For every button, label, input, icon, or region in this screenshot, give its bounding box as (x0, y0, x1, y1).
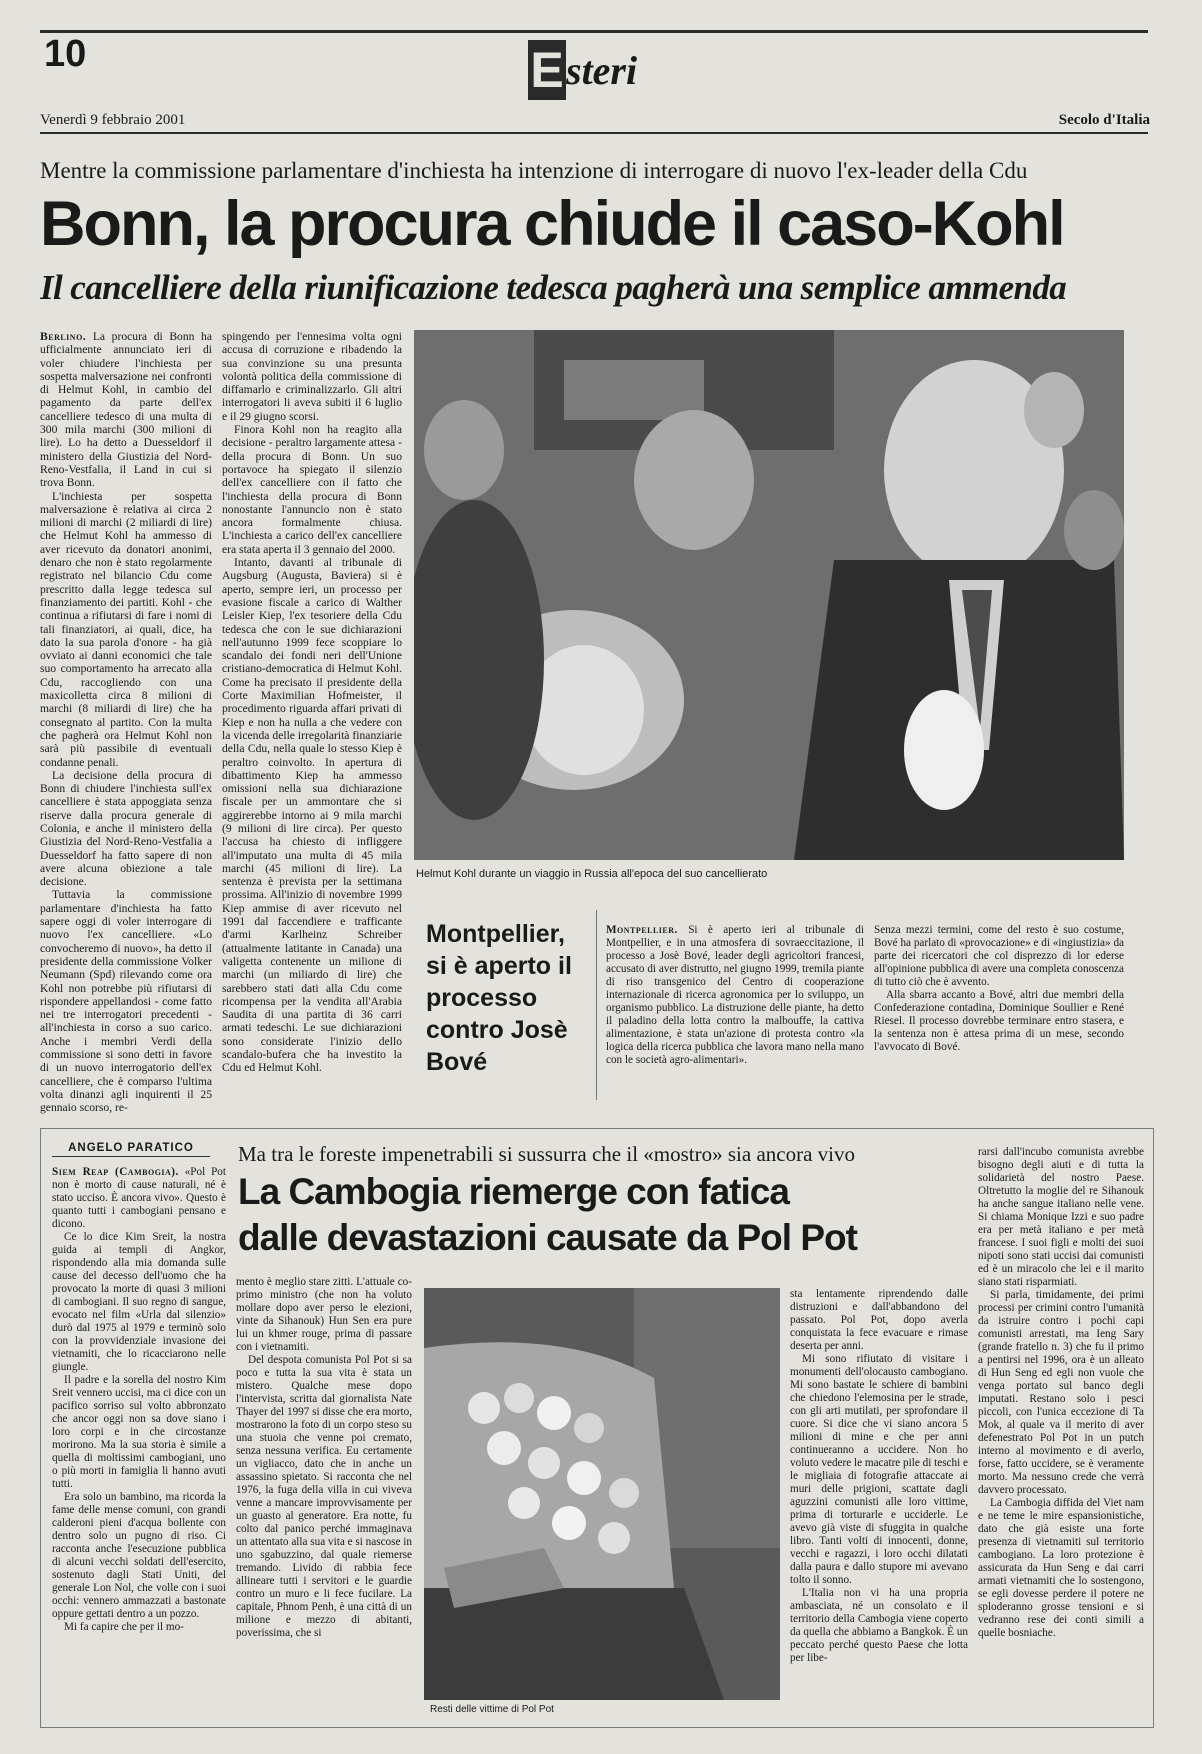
lead-dateline: Berlino. (40, 330, 87, 343)
cambodia-column-2 (236, 1276, 412, 1722)
top-rule (40, 30, 1148, 33)
bove-box-title: Montpellier, si è aperto il processo contro Josè Bové (426, 920, 572, 1076)
cambodia-col1-p1: Siem Reap (Cambogia). «Pol Pot non è morto di cause naturali, né è stato ucciso. È ancora vivo». Questo è quanto tutti i cambogiani pensano e dicono. (52, 1166, 226, 1230)
kohl-photo-caption: Helmut Kohl durante un viaggio in Russia all'epoca del suo cancellierato (416, 868, 768, 880)
bove-box-title-area (414, 904, 590, 1094)
bove-dateline: Montpellier. (606, 924, 678, 936)
kohl-photo (414, 330, 1124, 860)
cambodia-col2-p2: Del despota comunista Pol Pot si sa poco e tutta la sua vita è stata un mistero. Qualche mese dopo l'intervista, scritta dal giornalista Nate Thayer del 1997 si disse che era morto, mostrarono la foto di un corpo steso su una stuoia che venne poi cremato, senza nessuna verifica. Eu certamente un vigliacco, dato che in anche un assassino spietato. Si racconta che nel 1976, la fuga della villa in cui viveva venne a mancare improvvisamente per un guasto al generatore. Era notte, fu colto dal panico perché immaginava un attentato alla sua vita e si nascose in uno sgabuzzino, dal quale riemerse tremando. Livido di rabbia fece allineare tutti i servitori e le guardie contro un muro e li fece fucilare. La capitale, Phnom Penh, è una città di un milione e mezzo di abitanti, poverissima, che si (236, 1354, 412, 1639)
polpot-photo-art (424, 1288, 780, 1700)
section-title (528, 40, 637, 104)
cambodia-col4-p1: rarsi dall'incubo comunista avrebbe bisogno degli aiuti e di tutta la solidarietà del nostro Paese. Oltretutto la moglie del re Sihanouk ha anche sangue italiano nelle vene. Si chiama Monique Izzi e suo padre era per metà italiano e per metà francese. I suoi figli e molti dei suoi nipoti sono stati uccisi dai comunisti ed è un miracolo che lei e il marito siano stati risparmiati. (978, 1146, 1144, 1288)
cambodia-col3-p2: Mi sono rifiutato di visitare i monumenti dell'olocausto cambogiano. Mi sono bastate le schiere di bambini che chiedono l'elemosina per le strade, con gli arti mutilati, per sprofondare il cuore. Si dice che vi siano ancora 5 milioni di mine e che per anni continueranno a uccidere. Non ho voluto vedere le macatre pile di teschi e le migliaia di fotografie attaccate ai muri delle prigioni, scattate dagli aguzzini comunisti alle loro vittime, prima di torturarle e ucciderle. Le avevo già viste di sfuggita in qualche libro. Tanti volti di innocenti, donne, vecchi e ragazzi, i loro occhi dilatati dalla paura e dallo stupore mi avevano tolto il sonno. (790, 1353, 968, 1586)
page-number: 10 (44, 33, 87, 75)
lead-col2-p2: Finora Kohl non ha reagito alla decisione - peraltro largamente attesa - della procura di Bonn. Un suo portavoce ha spiegato il silenzio dell'ex cancelliere con il fatto che l'inchiesta della procura di Bonn nonostante l'annuncio non è stato ancora formalmente chiusa. L'inchiesta a carico dell'ex cancelliere era stata aperta il 3 gennaio del 2000. (222, 423, 402, 556)
lead-col2-p3: Intanto, davanti al tribunale di Augsburg (Augusta, Baviera) si è aperto, sempre ieri, un processo per evasione fiscale a carico di Walther Leisler Kiep, l'ex tesoriere della Cdu tedesca che con le sue dichiarazioni nell'autunno 1999 fece scoppiare lo scandalo dei fondi neri dell'Unione cristiano-democratica di Helmut Kohl. Come ha precisato il presidente della Corte Maximilian Hofmeister, il procedimento riguarda affari privati di Kiep e non ha nulla a che vedere con la vicenda delle irregolarità finanziarie della Cdu, nella quale lo stesso Kiep è peraltro coinvolto. In apertura di dibattimento Kiep ha ammesso omissioni nella sua dichiarazione fiscale per un ammontare che si aggirerebbe intorno ai 9 mila marchi (9 milioni di lire circa). Per questo l'accusa ha chiesto di infliggere all'imputato una multa di 45 mila marchi (45 milioni di lire). La sentenza è prevista per la settimana prossima. All'inizio di novembre 1999 Kiep ammise di aver ricevuto nel 1991 dal faccendiere e trafficante d'armi Karlheinz Schreiber (attualmente latitante in Canada) una valigetta contenente un milione di marchi (un miliardo di lire) che sarebbero stati dati alla Cdu come ricompensa per la vendita all'Arabia Saudita di una partita di 36 carri armati tedeschi. Le sue dichiarazioni sono considerate l'inizio dello scandalo-bufera che ha investito la Cdu ed Helmut Kohl. (222, 556, 402, 1075)
lead-col2-p1: spingendo per l'ennesima volta ogni accusa di corruzione e ribadendo la sua convinzione su una presunta volontà politica della commissione di diffamarlo e criminalizzarlo. Gli altri interrogatori li aveva subiti il 6 luglio e il 29 giugno scorsi. (222, 330, 402, 423)
section-rest: steri (566, 48, 638, 93)
cambodia-col3-p1: sta lentamente riprendendo dalle distruzioni e dall'abbandono del passato. Pol Pot, dopo averla conquistata la fece evacuare e rimase deserta per anni. (790, 1288, 968, 1352)
cambodia-dateline: Siem Reap (Cambogia). (52, 1166, 179, 1178)
cambodia-col3-p3: L'Italia non vi ha una propria ambasciata, né un consolato e il territorio della Cambogia viene coperto da quella che abbiamo a Bangkok. È un peccato perché questo Paese che lotta per libe- (790, 1587, 968, 1664)
bove-box-col2 (874, 924, 1124, 1104)
masthead: Secolo d'Italia (1058, 112, 1150, 128)
issue-date: Venerdì 9 febbraio 2001 (40, 112, 186, 128)
cambodia-col1-p5: Mi fa capire che per il mo- (64, 1621, 184, 1633)
cambodia-column-4 (978, 1146, 1144, 1722)
lead-headline: Bonn, la procura chiude il caso-Kohl (40, 189, 1064, 259)
bove-p1: Montpellier. Si è aperto ieri al tribunale di Montpellier, e in una atmosfera di sovraeccitazione, il processo a Josè Bové, leader degli agricoltori francesi, accusato di aver distrutto, nel giugno 1999, tremila piante di riso transgenico del Centro di cooperazione internazionale di ricerca agronomica per lo sviluppo, un organismo pubblico. La distruzione delle piante, ha detto il paladino della lotta contro la malbouffe, la cattiva alimentazione, è stata un'azione di protesta contro «la logica della ricerca pubblica che lavora mano nella mano con le società agro-alimentari». (606, 924, 864, 1066)
lead-col1-p3: La decisione della procura di Bonn di chiudere l'inchiesta sull'ex cancelliere è stata appoggiata senza riserve dalla procura generale di Colonia, e anche il ministero della Giustizia del Nord-Reno-Vestfalia a Duesseldorf ha fatto sapere di non avere alcuna obiezione a tale decisione. (40, 768, 212, 889)
cambodia-col4-p2: Si parla, timidamente, dei primi processi per crimini contro l'umanità da istruire contro i pochi capi comunisti arrestati, ma Ieng Sary (grande fratello n. 3) che fu il primo a pentirsi nel 1996, ora è un alleato di Hun Seng ed egli non vuole che venga portato sul banco degli imputati. Restano solo i pesci piccoli, con l'unica eccezione di Ta Mok, al quale va il merito di aver defenestrato Pol Pot in un putch interno al movimento e di averlo, forse, fatto uccidere, se è veramente morto. Ma nessuno crede che verrà davvero processato. (978, 1289, 1144, 1496)
kohl-photo-art (414, 330, 1124, 860)
lead-kicker: Mentre la commissione parlamentare d'inchiesta ha intenzione di interrogare di nuovo l'ex-leader della Cdu (40, 158, 1028, 183)
cambodia-headline-2: dalle devastazioni causate da Pol Pot (238, 1217, 857, 1258)
lead-col1-p2: L'inchiesta per sospetta malversazione è relativa ai circa 2 milioni di marchi (2 miliardi di lire) che Helmut Kohl ha ammesso di aver ricevuto da donatori anonimi, denaro che non è stato regolarmente registrato nel bilancio Cdu come prescritto dalla legge tedesca sul finanziamento dei partiti. Kohl - che continua a rifiutarsi di fare i nomi di tali finanziatori, ai quali, dice, ha dato la sua parola d'onore - ha già ovviato ai danni economici che tale suo comportamento ha arrecato alla Cdu, raccogliendo con una maxicolletta circa 8 milioni di marchi (8 miliardi di lire) che ha consegnato al partito. Con la multa che pagherà ora Helmut Kohl non sarà più passibile di eventuali condanne penali. (40, 489, 212, 769)
bove-p3: Alla sbarra accanto a Bové, altri due membri della Confederazione contadina, Dominique Soullier e René Riesel. Il processo dovrebbe terminare entro stasera, e la sentenza non è attesa prima di un mese, secondo l'avvocato di Bové. (874, 989, 1124, 1053)
polpot-photo (424, 1288, 780, 1700)
cambodia-column-3 (790, 1288, 968, 1722)
lead-col1-p1: Berlino. La procura di Bonn ha ufficialmente annunciato ieri di voler chiudere l'inchiesta per sospetta malversazione nei confronti di Helmut Kohl, in cambio del pagamento da parte dell'ex cancelliere tedesco di una multa di 300 mila marchi (300 milioni di lire). Lo ha detto a Duesseldorf il ministero della Giustizia del Nord-Reno-Vestfalia, il Land in cui si trova Bonn. (40, 330, 212, 490)
cambodia-col1-p2: Ce lo dice Kim Sreit, la nostra guida ai templi di Angkor, rispondendo alla mia domanda sulle cause del decesso dell'uomo che ha provocato la morte di quasi 3 milioni di cambogiani. Il suo regno di sangue, evocato nel film «Urla dal silenzio» durò dal 1975 al 1979 e terminò solo con la provvidenziale invasione dei vietnamiti, che lo ricacciarono nelle giungle. (52, 1231, 226, 1373)
cambodia-col4-p3: La Cambogia diffida del Viet nam e ne teme le mire espansionistiche, dato che già esiste una forte presenza di vietnamiti sul territorio cambogiano. La loro protezione è assicurata da Hun Seng e dai carri armati vietnamiti che lo sostengono, se egli dovesse perdere il potere ne sploderanno grosse tensioni e si vedranno rese dei conti simili a quelle bosniache. (978, 1497, 1144, 1639)
cambodia-column-1 (52, 1166, 226, 1722)
cambodia-byline: ANGELO PARATICO (52, 1142, 210, 1157)
lead-column-1 (40, 330, 212, 1114)
polpot-photo-caption: Resti delle vittime di Pol Pot (430, 1704, 554, 1715)
section-initial: E (528, 40, 566, 100)
bove-p2: Senza mezzi termini, come del resto è suo costume, Bové ha parlato di «provocazione» e di «ingiustizia» da parte dei ricercatori che col disprezzo di lor ederse all'opinione pubblica di avere una completa conoscenza di tutto ciò che è avvento. (874, 924, 1124, 988)
cambodia-kicker: Ma tra le foreste impenetrabili si sussurra che il «mostro» sia ancora vivo (238, 1142, 855, 1166)
header-rule (40, 132, 1148, 134)
cambodia-col2-p1: mento è meglio stare zitti. L'attuale co-primo ministro (che non ha voluto mollare dopo aver perso le elezioni, vinte da Sihanouk) Hun Sen era pure lui un khmer rouge, prima di passare con i vietnamiti. (236, 1276, 412, 1353)
lead-col1-p4: Tuttavia la commissione parlamentare d'inchiesta ha fatto sapere oggi di voler interrogare di nuovo l'ex cancelliere. «Lo convocheremo di nuovo», ha detto il presidente della commissione Volker Neumann (Spd) rilevando come ora Kohl non potrebbe più rifiutarsi di rispondere appellandosi - come fatto nei tre interrogatori precedenti - all'inchiesta in corso a suo carico. Anche i membri Verdi della commissione si sono detti in favore di un nuovo interrogatorio dell'ex cancelliere, che è comparso l'ultima volta dinanzi agli inquirenti il 25 gennaio scorso, re- (40, 888, 212, 1114)
cambodia-col1-p3: Il padre e la sorella del nostro Kim Sreit vennero uccisi, ma ci dice con un pacifico sorriso sul volto abbronzato che ancor oggi non sa dove siano i loro corpi e in che circostanze morirono. Ma la sua storia è simile a quella di moltissimi cambogiani, uno o più morti in famiglia li hanno avuti tutti. (52, 1374, 226, 1490)
lead-column-2 (222, 330, 402, 1114)
bove-box-col1 (606, 924, 864, 1104)
cambodia-headline-1: La Cambogia riemerge con fatica (238, 1171, 789, 1212)
bove-box-divider (596, 910, 597, 1100)
lead-subhead: Il cancelliere della riunificazione tedesca pagherà una semplice ammenda (40, 268, 1067, 307)
cambodia-col1-p4: Era solo un bambino, ma ricorda la fame delle mense comuni, con grandi calderoni pieni d'acqua bollente con dentro solo un pugno di riso. Ci racconta anche l'esecuzione pubblica di alcuni vecchi soldati dell'esercito, sostenuto dagli Stati Uniti, del generale Lon Nol, che volle con i suoi occhi: vennero ammazzati a bastonate oppure gettati dentro a un pozzo. (52, 1491, 226, 1620)
